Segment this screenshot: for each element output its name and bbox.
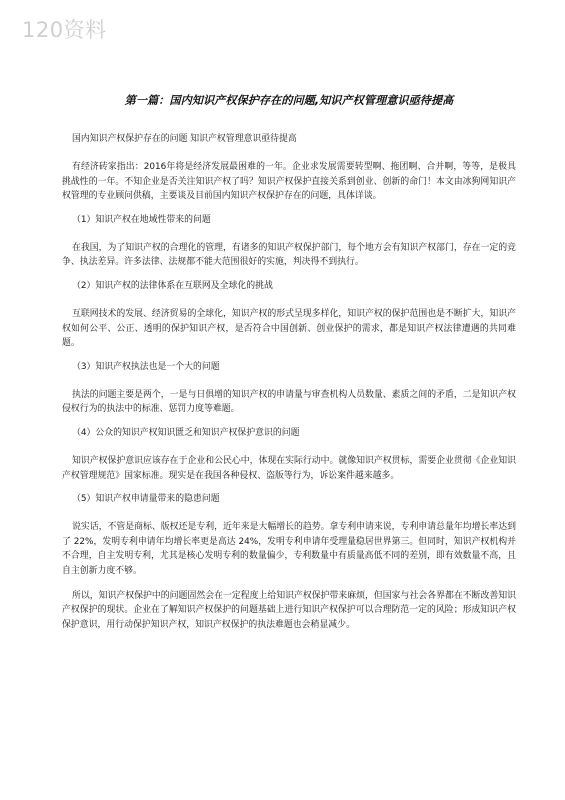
section-body-5: 说实话，不管是商标、版权还是专利，近年来是大幅增长的趋势。拿专利申请来说，专利申请总量年均增长率达到了 22%，发明专利申请年均增长率更是高达 24%，发明专利申请年受理量稳居世界第三。但同时，知识产权机构并不合理，自主发明专利，尤其是核心发明专利的数量偏少，专利数量中有质量高低不同的差别，即有效数量不高，且自主创新力度不够。 (62, 522, 516, 576)
section-heading-2: （2）知识产权的法律体系在互联网及全球化的挑战 (72, 280, 273, 291)
section-heading-3: （3）知识产权执法也是一个大的问题 (72, 361, 220, 372)
section-body-1: 在我国，为了知识产权的合理化的管理，有诸多的知识产权保护部门，每个地方会有知识产权部门，存在一定的竞争、执法差异。许多法律、法规都不能大范围很好的实施，判决得不到执行。 (62, 242, 516, 268)
document-subtitle: 国内知识产权保护存在的问题 知识产权管理意识亟待提高 (72, 134, 297, 144)
section-body-2: 互联网技术的发展、经济贸易的全球化，知识产权的形式呈现多样化，知识产权的保护范围也是不断扩大，知识产权如何公平、公正、透明的保护知识产权，是否符合中国创新、创业保护的需求，都是知识产权法律遭遇的共同难题。 (62, 308, 516, 349)
conclusion-paragraph: 所以，知识产权保护中的问题固然会在一定程度上给知识产权保护带来麻烦，但国家与社会各界都在不断改善知识产权保护的现状。企业在了解知识产权保护的问题基础上进行知识产权保护可以合理防范一定的风险；形成知识产权保护意识，用行动保护知识产权，知识产权保护的执法难题也会稍显减少。 (62, 590, 516, 630)
section-heading-4: （4）公众的知识产权知识匮乏和知识产权保护意识的问题 (72, 427, 300, 438)
intro-paragraph: 有经济砖家指出：2016年将是经济发展最困难的一年。企业求发展需要转型啊、拖团啊、合并啊，等等，是极具挑战性的一年。不知企业是否关注知识产权了吗？知识产权保护直接关系到创业、创新的命门！本文由冰狗网知识产权管理的专业顾问供稿，主要谈及目前国内知识产权保护存在的问题，具体详谈。 (62, 162, 516, 202)
section-body-4: 知识产权保护意识应该存在于企业和公民心中，体现在实际行动中。就像知识产权贯标，需要企业贯彻《企业知识产权管理规范》国家标准。现实是在我国各种侵权、盗版等行为，诉讼案件越来越多。 (62, 455, 516, 481)
section-body-3: 执法的问题主要是两个，一是与日俱增的知识产权的申请量与审查机构人员数量、素质之间的矛盾，二是知识产权侵权行为的执法中的标准、惩罚力度等难题。 (62, 389, 516, 415)
watermark-logo: 120资料 (22, 18, 107, 42)
section-heading-5: （5）知识产权申请量带来的隐患问题 (72, 494, 220, 505)
document-page (62, 93, 516, 642)
document-title: 第一篇：国内知识产权保护存在的问题,知识产权管理意识亟待提高 (124, 94, 454, 107)
section-heading-1: （1）知识产权在地域性带来的问题 (72, 214, 211, 225)
